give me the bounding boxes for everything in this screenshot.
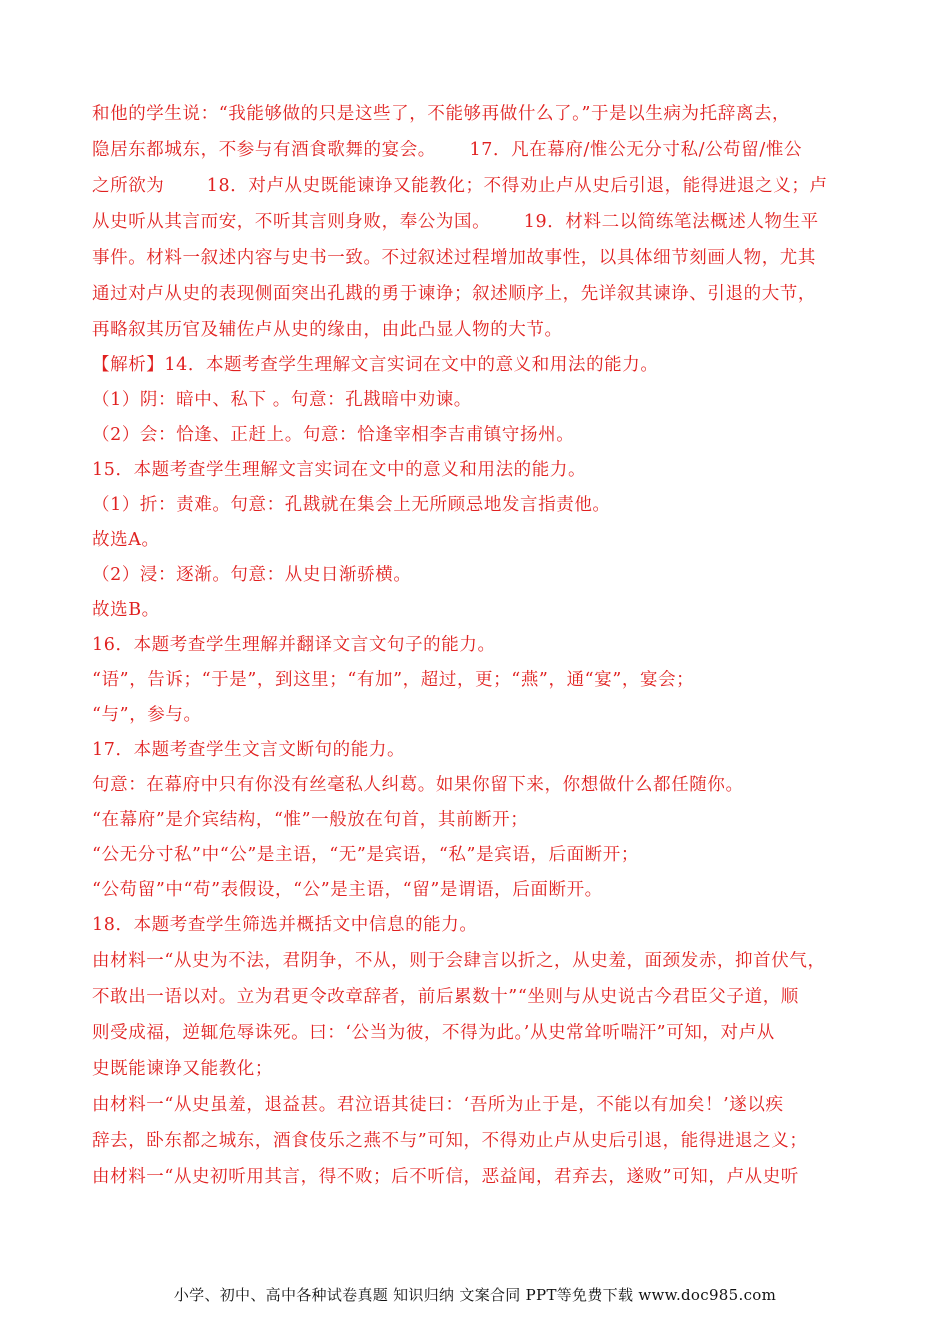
text-line: 16．本题考查学生理解并翻译文言文句子的能力。 <box>92 635 496 655</box>
text-line: （2）浸：逐渐。句意：从史日渐骄横。 <box>92 565 412 585</box>
text-line: 之所欲为 18．对卢从史既能谏诤又能教化；不得劝止卢从史后引退，能得进退之义；卢 <box>92 176 828 196</box>
text-line: 15．本题考查学生理解文言实词在文中的意义和用法的能力。 <box>92 460 587 480</box>
text-line: “公苟留”中“苟”表假设，“公”是主语，“留”是谓语，后面断开。 <box>92 880 603 900</box>
answer-text <box>92 96 858 1195</box>
text-line: 事件。材料一叙述内容与史书一致。不过叙述过程增加故事性，以具体细节刻画人物，尤其 <box>92 248 816 268</box>
text-line: 史既能谏诤又能教化； <box>92 1059 273 1079</box>
text-line: 再略叙其历官及辅佐卢从史的缘由，由此凸显人物的大节。 <box>92 320 563 340</box>
text-line: 故选A。 <box>92 530 160 550</box>
text-line: 17．本题考查学生文言文断句的能力。 <box>92 740 406 760</box>
text-line: “与”，参与。 <box>92 705 202 725</box>
analysis-heading: 【解析】14．本题考查学生理解文言实词在文中的意义和用法的能力。 <box>92 355 659 375</box>
text-line: 由材料一“从史初听用其言，得不败；后不听信，恶益闻，君弃去，遂败”可知，卢从史听 <box>92 1167 799 1187</box>
text-line: 从史听从其言而安，不听其言则身败，奉公为国。 19．材料二以简练笔法概述人物生平 <box>92 212 819 232</box>
text-line: 通过对卢从史的表现侧面突出孔戡的勇于谏诤；叙述顺序上，先详叙其谏诤、引退的大节， <box>92 284 816 304</box>
text-line: 由材料一“从史虽羞，退益甚。君泣语其徒曰：‘吾所为止于是，不能以有加矣！’遂以疾 <box>92 1095 784 1115</box>
text-line: 和他的学生说：“我能够做的只是这些了，不能够再做什么了。”于是以生病为托辞离去， <box>92 104 791 124</box>
text-line: “在幕府”是介宾结构，“惟”一般放在句首，其前断开； <box>92 810 529 830</box>
text-line: 则受成福，逆辄危辱诛死。曰：‘公当为彼，不得为此。’从史常耸听喘汗”可知，对卢从 <box>92 1023 775 1043</box>
text-line: 隐居东都城东，不参与有酒食歌舞的宴会。 17．凡在幕府/惟公无分寸私/公苟留/惟公 <box>92 140 803 160</box>
text-line: 由材料一“从史为不法，君阴争，不从，则于会肆言以折之，从史羞，面颈发赤，抑首伏气， <box>92 951 826 971</box>
text-line: （1）折：责难。句意：孔戡就在集会上无所顾忌地发言指责他。 <box>92 495 611 515</box>
text-line: 不敢出一语以对。立为君更令改章辞者，前后累数十”“坐则与从史说古今君臣父子道，顺 <box>92 987 799 1007</box>
text-line: 18．本题考查学生筛选并概括文中信息的能力。 <box>92 915 478 935</box>
text-line: （1）阴：暗中、私下 。句意：孔戡暗中劝谏。 <box>92 390 472 410</box>
text-line: （2）会：恰逢、正赶上。句意：恰逢宰相李吉甫镇守扬州。 <box>92 425 575 445</box>
text-line: “公无分寸私”中“公”是主语，“无”是宾语，“私”是宾语，后面断开； <box>92 845 639 865</box>
text-line: 句意：在幕府中只有你没有丝毫私人纠葛。如果你留下来，你想做什么都任随你。 <box>92 775 744 795</box>
footer-banner: 小学、初中、高中各种试卷真题 知识归纳 文案合同 PPT等免费下载 www.doc985.com <box>173 1286 777 1304</box>
text-line: “语”，告诉；“于是”，到这里；“有加”，超过，更；“燕”，通“宴”，宴会； <box>92 670 695 690</box>
text-line: 辞去，卧东都之城东，酒食伎乐之燕不与”可知，不得劝止卢从史后引退，能得进退之义； <box>92 1131 808 1151</box>
text-line: 故选B。 <box>92 600 160 620</box>
